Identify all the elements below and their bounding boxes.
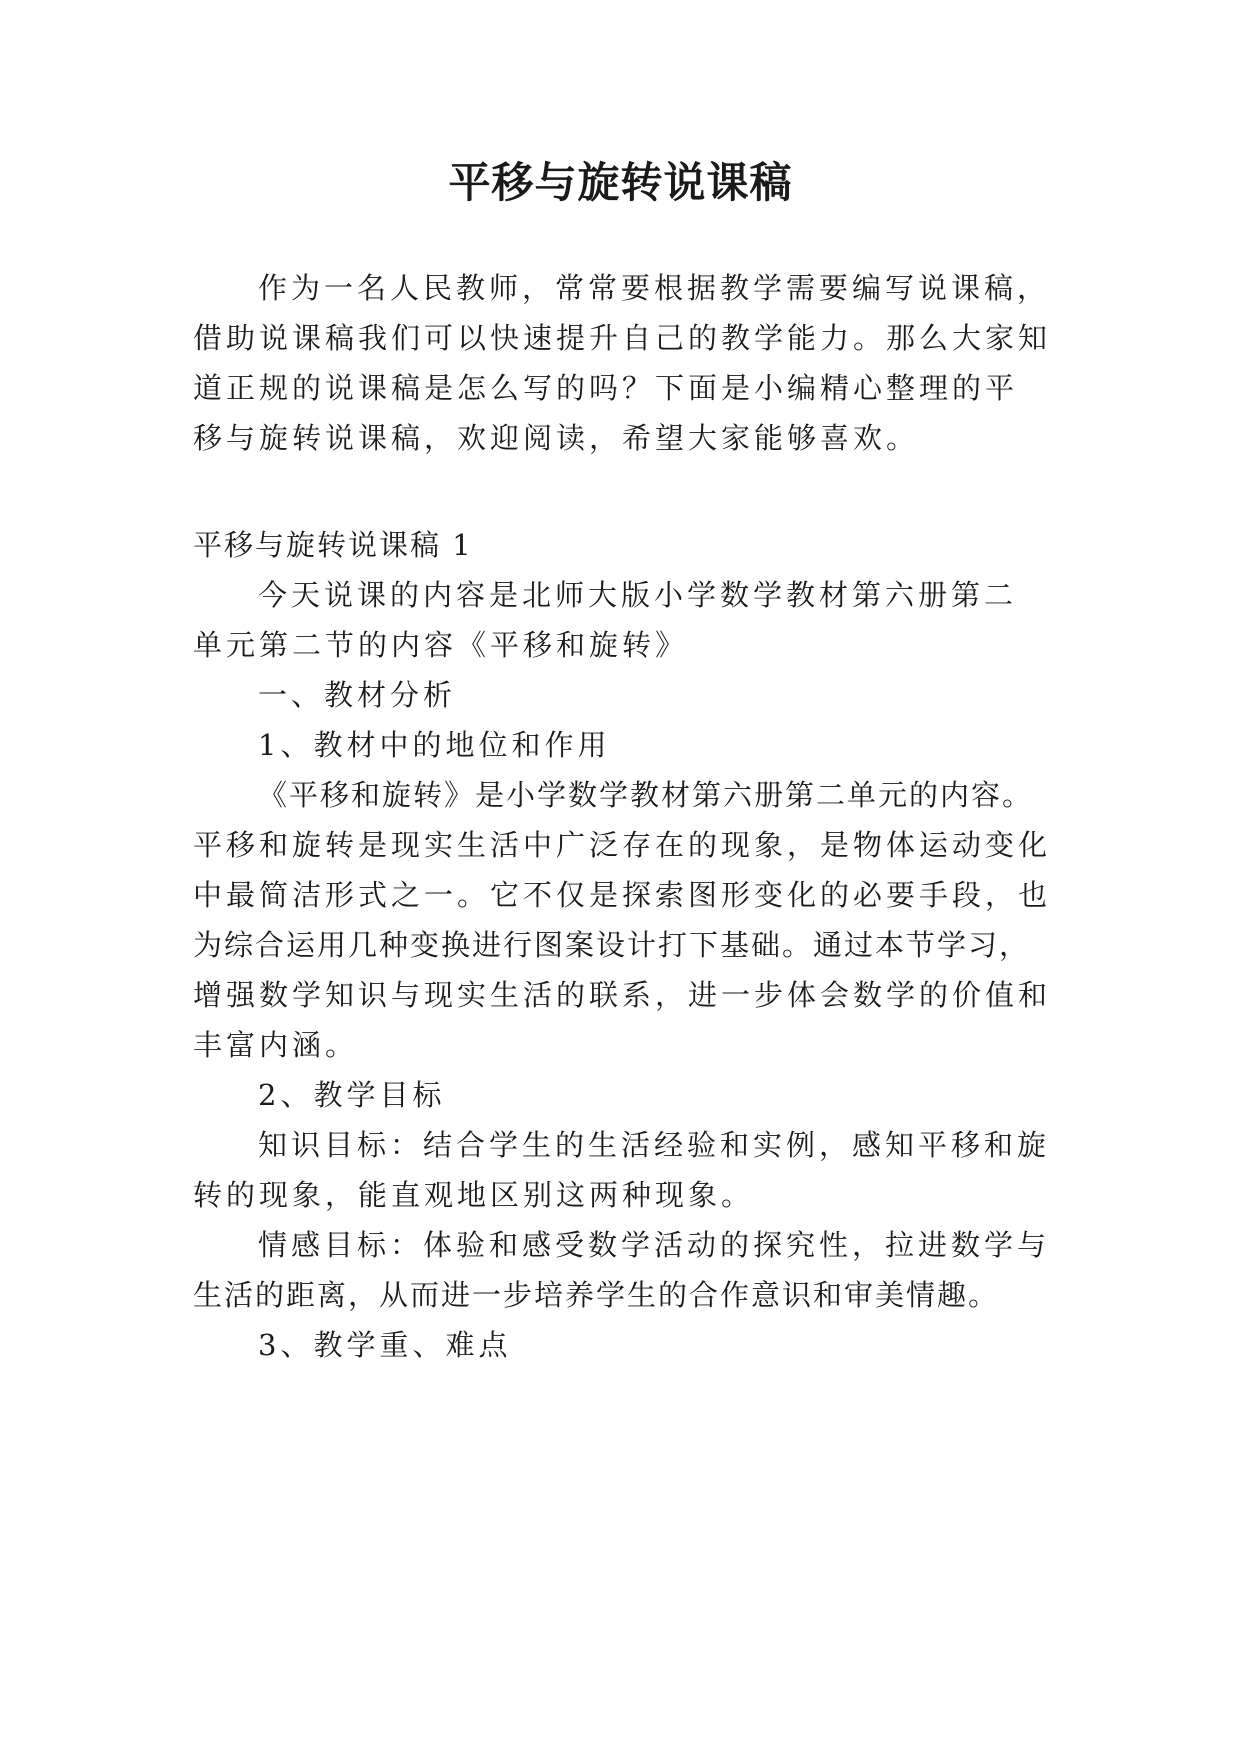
body-line: 知识目标：结合学生的生活经验和实例，感知平移和旋 [258,1128,1051,1162]
body-line: 平移和旋转是现实生活中广泛存在的现象，是物体运动变化 [193,828,1052,862]
body-line: 情感目标：体验和感受数学活动的探究性，拉进数学与 [258,1228,1051,1262]
body-line: 中最简洁形式之一。它不仅是探索图形变化的必要手段，也 [193,878,1052,912]
body-line: 转的现象，能直观地区别这两种现象。 [193,1178,755,1212]
section-heading: 平移与旋转说课稿 1 [193,528,473,562]
body-line: 1、教材中的地位和作用 [258,728,611,762]
body-line: 生活的距离，从而进一步培养学生的合作意识和审美情趣。 [193,1278,1000,1312]
intro-line: 借助说课稿我们可以快速提升自己的教学能力。那么大家知 [193,321,1052,355]
body-line: 今天说课的内容是北师大版小学数学教材第六册第二 [258,578,1018,612]
body-line: 一、教材分析 [258,678,457,712]
body-line: 《平移和旋转》是小学数学教材第六册第二单元的内容。 [258,778,1034,812]
body-line: 3、教学重、难点 [258,1328,512,1362]
page-title: 平移与旋转说课稿 [448,158,793,207]
intro-line: 作为一名人民教师，常常要根据教学需要编写说课稿， [258,271,1051,305]
body-line: 为综合运用几种变换进行图案设计打下基础。通过本节学习， [193,928,1031,962]
body-line: 2、教学目标 [258,1078,446,1112]
body-line: 丰富内涵。 [193,1028,359,1062]
body-line: 单元第二节的内容《平移和旋转》 [193,628,689,662]
body-line: 增强数学知识与现实生活的联系，进一步体会数学的价值和 [193,978,1052,1012]
intro-line: 道正规的说课稿是怎么写的吗？下面是小编精心整理的平 [193,371,1019,405]
intro-line: 移与旋转说课稿，欢迎阅读，希望大家能够喜欢。 [193,421,920,455]
